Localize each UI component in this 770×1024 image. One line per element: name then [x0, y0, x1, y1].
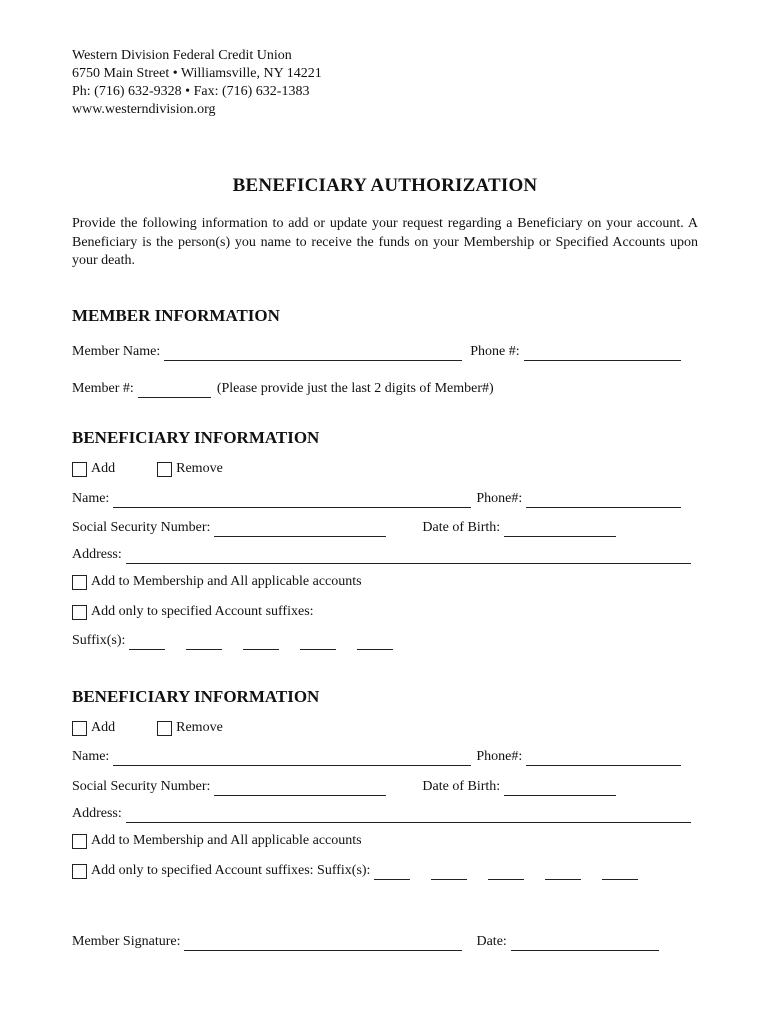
beneficiary1-remove-checkbox[interactable] — [157, 460, 223, 478]
beneficiary2-dob-label: Date of Birth: — [422, 779, 501, 794]
org-address: 6750 Main Street • Williamsville, NY 14221 — [72, 66, 322, 81]
beneficiary2-address-row — [72, 805, 691, 823]
beneficiary2-ssn-field[interactable] — [214, 781, 386, 796]
beneficiary1-specified-checkbox[interactable] — [72, 603, 314, 621]
member-name-field[interactable] — [164, 346, 462, 361]
signature-date-field[interactable] — [511, 936, 659, 951]
beneficiary1-dob-label: Date of Birth: — [422, 520, 501, 535]
checkbox-box — [72, 721, 87, 736]
beneficiary1-all-accounts-checkbox[interactable] — [72, 573, 362, 591]
beneficiary1-dob-field[interactable] — [504, 522, 616, 537]
member-number-field[interactable] — [138, 383, 211, 398]
org-name: Western Division Federal Credit Union — [72, 48, 292, 63]
member-number-label: Member #: — [72, 381, 134, 396]
beneficiary1-name-row — [72, 490, 681, 508]
beneficiary2-all-accounts-label: Add to Membership and All applicable accounts — [91, 833, 362, 848]
beneficiary1-action-row — [72, 460, 223, 478]
member-name-row — [72, 343, 681, 361]
beneficiary1-suffix-field-5[interactable] — [357, 635, 393, 650]
beneficiary2-address-label: Address: — [72, 806, 122, 821]
beneficiary2-add-checkbox[interactable] — [72, 719, 115, 737]
member-phone-label: Phone #: — [470, 344, 520, 359]
intro-text: Provide the following information to add or update your request regarding a Beneficiary on your account. A Beneficiary is the person(s) you name to receive the funds on your Membership or Specified Accounts upon your death. — [72, 216, 698, 268]
beneficiary2-all-accounts-checkbox[interactable] — [72, 832, 362, 850]
org-contact: Ph: (716) 632-9328 • Fax: (716) 632-1383 — [72, 84, 310, 99]
beneficiary1-specified-row — [72, 603, 314, 621]
beneficiary1-all-accounts-label: Add to Membership and All applicable accounts — [91, 574, 362, 589]
member-number-note: (Please provide just the last 2 digits of Member#) — [216, 381, 494, 396]
beneficiary2-suffix-field-2[interactable] — [431, 865, 467, 880]
beneficiary1-add-checkbox[interactable] — [72, 460, 115, 478]
beneficiary2-remove-checkbox[interactable] — [157, 719, 223, 737]
signature-row — [72, 933, 659, 951]
page-title: BENEFICIARY AUTHORIZATION — [232, 175, 538, 196]
beneficiary2-specified-checkbox[interactable] — [72, 862, 370, 880]
beneficiary1-specified-label: Add only to specified Account suffixes: — [91, 604, 314, 619]
beneficiary1-section-heading: BENEFICIARY INFORMATION — [72, 428, 320, 447]
beneficiary1-name-field[interactable] — [113, 493, 471, 508]
beneficiary2-specified-label: Add only to specified Account suffixes: Suffix(s): — [91, 863, 371, 878]
beneficiary1-phone-field[interactable] — [526, 493, 681, 508]
beneficiary1-address-field[interactable] — [126, 549, 691, 564]
checkbox-box — [72, 575, 87, 590]
beneficiary2-action-row — [72, 719, 223, 737]
beneficiary1-name-label: Name: — [72, 491, 110, 506]
beneficiary2-name-label: Name: — [72, 749, 110, 764]
checkbox-box — [72, 605, 87, 620]
beneficiary2-ssn-row — [72, 778, 616, 796]
beneficiary1-phone-label: Phone#: — [476, 491, 523, 506]
beneficiary2-remove-label: Remove — [176, 720, 223, 735]
member-number-row — [72, 380, 494, 398]
beneficiary2-add-label: Add — [91, 720, 116, 735]
beneficiary1-address-label: Address: — [72, 547, 122, 562]
beneficiary1-ssn-row — [72, 519, 616, 537]
beneficiary1-remove-label: Remove — [176, 461, 223, 476]
beneficiary1-suffix-label: Suffix(s): — [72, 633, 126, 648]
beneficiary2-all-accounts-row — [72, 832, 362, 850]
checkbox-box — [72, 864, 87, 879]
beneficiary1-suffix-field-1[interactable] — [129, 635, 165, 650]
beneficiary2-address-field[interactable] — [126, 808, 691, 823]
beneficiary2-dob-field[interactable] — [504, 781, 616, 796]
signature-date-label: Date: — [476, 934, 507, 949]
beneficiary2-name-row — [72, 748, 681, 766]
member-name-label: Member Name: — [72, 344, 161, 359]
beneficiary1-address-row — [72, 546, 691, 564]
signature-field[interactable] — [184, 936, 462, 951]
beneficiary2-name-field[interactable] — [113, 751, 471, 766]
beneficiary2-section-heading: BENEFICIARY INFORMATION — [72, 687, 320, 706]
beneficiary1-all-accounts-row — [72, 573, 362, 591]
org-website: www.westerndivision.org — [72, 102, 216, 117]
checkbox-box — [157, 462, 172, 477]
member-section-heading: MEMBER INFORMATION — [72, 306, 280, 325]
beneficiary1-ssn-field[interactable] — [214, 522, 386, 537]
beneficiary2-specified-row — [72, 862, 638, 880]
beneficiary2-suffix-field-3[interactable] — [488, 865, 524, 880]
checkbox-box — [157, 721, 172, 736]
checkbox-box — [72, 462, 87, 477]
beneficiary2-phone-field[interactable] — [526, 751, 681, 766]
beneficiary1-ssn-label: Social Security Number: — [72, 520, 211, 535]
beneficiary2-suffix-field-1[interactable] — [374, 865, 410, 880]
beneficiary2-ssn-label: Social Security Number: — [72, 779, 211, 794]
beneficiary2-suffix-field-4[interactable] — [545, 865, 581, 880]
beneficiary1-suffix-field-3[interactable] — [243, 635, 279, 650]
beneficiary1-suffix-field-4[interactable] — [300, 635, 336, 650]
signature-label: Member Signature: — [72, 934, 181, 949]
beneficiary1-suffix-row — [72, 632, 393, 650]
beneficiary2-suffix-field-5[interactable] — [602, 865, 638, 880]
beneficiary1-add-label: Add — [91, 461, 116, 476]
beneficiary2-phone-label: Phone#: — [476, 749, 523, 764]
member-phone-field[interactable] — [524, 346, 681, 361]
checkbox-box — [72, 834, 87, 849]
beneficiary1-suffix-field-2[interactable] — [186, 635, 222, 650]
